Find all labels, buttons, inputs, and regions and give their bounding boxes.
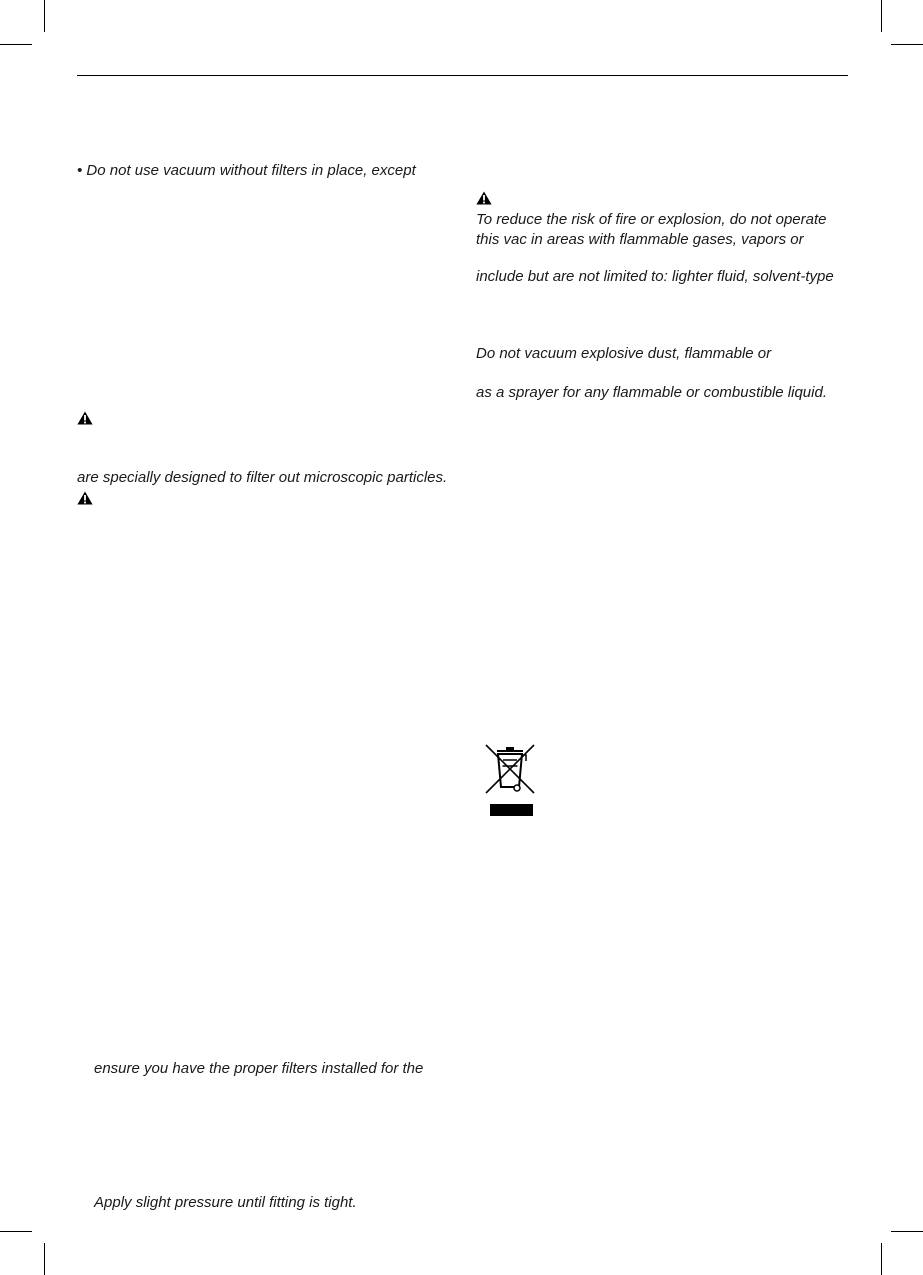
crop-mark-top-right-vertical — [881, 0, 882, 32]
warning-triangle-icon — [476, 191, 492, 205]
crop-mark-top-right-horizontal — [891, 44, 923, 45]
text-proper-filters: ensure you have the proper filters installed for the — [94, 1060, 424, 1077]
text-microscopic-particles: are specially designed to filter out microscopic particles. — [77, 469, 448, 486]
warning-triangle-icon — [77, 411, 93, 425]
crop-mark-bottom-right-vertical — [881, 1243, 882, 1275]
crop-mark-top-left-vertical — [44, 0, 45, 32]
crossed-out-wheelie-bin-icon — [483, 741, 537, 817]
crop-mark-bottom-right-horizontal — [891, 1231, 923, 1232]
text-fire-risk: To reduce the risk of fire or explosion, do not operate — [476, 211, 827, 228]
crop-mark-bottom-left-horizontal — [0, 1231, 32, 1232]
text-explosive-dust: Do not vacuum explosive dust, flammable or — [476, 345, 772, 362]
header-rule — [77, 75, 848, 76]
text-bullet-filters: • Do not use vacuum without filters in place, except — [77, 162, 416, 179]
text-lighter-fluid: include but are not limited to: lighter fluid, solvent-type — [476, 268, 834, 285]
warning-triangle-icon — [77, 491, 93, 505]
crop-mark-bottom-left-vertical — [44, 1243, 45, 1275]
text-flammable-gases: this vac in areas with flammable gases, vapors or — [476, 231, 804, 248]
crop-mark-top-left-horizontal — [0, 44, 32, 45]
text-sprayer: as a sprayer for any flammable or combustible liquid. — [476, 384, 827, 401]
text-slight-pressure: Apply slight pressure until fitting is tight. — [94, 1194, 357, 1211]
